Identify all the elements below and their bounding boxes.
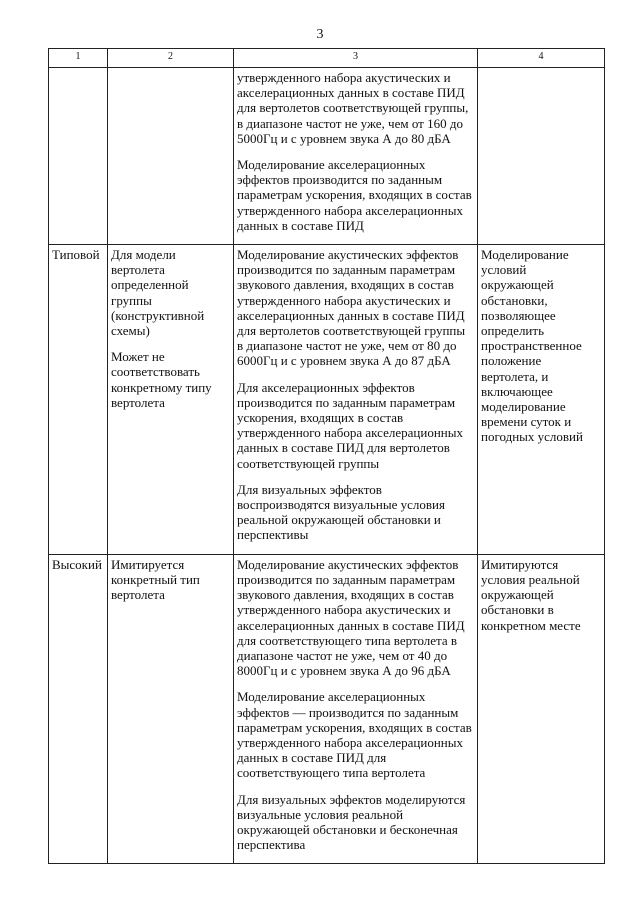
effects-paragraph: Для визуальных эффектов воспроизводятся визуальные условия реальной окружающей обстановки и перспективы	[237, 481, 445, 543]
column-header-2: 2	[108, 49, 234, 68]
effects-paragraph: Моделирование акселерационных эффектов производится по заданным параметрам ускорения, входящих в состав утвержденного набора акселерационных данных в составе ПИД	[237, 157, 472, 233]
requirements-table	[48, 48, 605, 864]
effects-cell	[234, 68, 478, 245]
table-row-continuation	[49, 68, 605, 245]
level-cell: Типовой	[49, 245, 108, 555]
description-paragraph: Имитируется конкретный тип вертолета	[111, 556, 200, 603]
level-cell	[49, 68, 108, 245]
column-header-4: 4	[478, 49, 605, 68]
effects-paragraph: Моделирование акустических эффектов производится по заданным параметрам звукового давления, входящих в состав утвержденного набора акустических и акселерационных данных в составе ПИД для соответствующего типа вертолета в диапазоне частот не уже, чем от 40 до 8000Гц и с уровнем звука А до 96 дБА	[237, 556, 465, 679]
effects-cell	[234, 245, 478, 555]
environment-cell: Имитируются условия реальной окружающей обстановки в конкретном месте	[478, 554, 605, 864]
page-number: 3	[316, 27, 324, 42]
effects-cell	[234, 554, 478, 864]
description-paragraph: Может не соответствовать конкретному типу вертолета	[111, 349, 212, 410]
table-header-row	[49, 49, 605, 68]
column-header-1: 1	[49, 49, 108, 68]
description-cell	[108, 554, 234, 864]
column-header-3: 3	[234, 49, 478, 68]
level-cell: Высокий	[49, 554, 108, 864]
effects-paragraph: Моделирование акселерационных эффектов — производится по заданным параметрам ускорения, входящих в состав утвержденного набора акселерационных данных в составе ПИД для соответствующего типа вертолета	[237, 689, 472, 781]
description-paragraph: Для модели вертолета определенной группы (конструктивной схемы)	[111, 247, 205, 339]
environment-cell	[478, 68, 605, 245]
environment-cell: Моделирование условий окружающей обстановки, позволяющее определить пространственное положение вертолета, и включающее моделирование времени суток и погодных условий	[478, 245, 605, 555]
description-cell	[108, 68, 234, 245]
table-row-typical	[49, 245, 605, 555]
effects-paragraph: Моделирование акустических эффектов производится по заданным параметрам звукового давления, входящих в состав утвержденного набора акустических и акселерационных данных в составе ПИД для вертолетов соответствующей группы в диапазоне частот не уже, чем от 80 до 6000Гц и с уровнем звука А до 87 дБА	[237, 247, 466, 369]
description-cell	[108, 245, 234, 555]
effects-paragraph: Для акселерационных эффектов производится по заданным параметрам ускорения, входящих в состав утвержденного набора акселерационных данных в составе ПИД для вертолетов соответствующей группы	[237, 379, 463, 471]
effects-paragraph: утвержденного набора акустических и акселерационных данных в составе ПИД для вертолетов соответствующей группы, в диапазоне частот не уже, чем от 160 до 5000Гц и с уровнем звука А до 80 дБА	[237, 70, 469, 146]
table-row-high	[49, 554, 605, 864]
effects-paragraph: Для визуальных эффектов моделируются визуальные условия реальной окружающей обстановки и бесконечная перспектива	[237, 791, 466, 853]
